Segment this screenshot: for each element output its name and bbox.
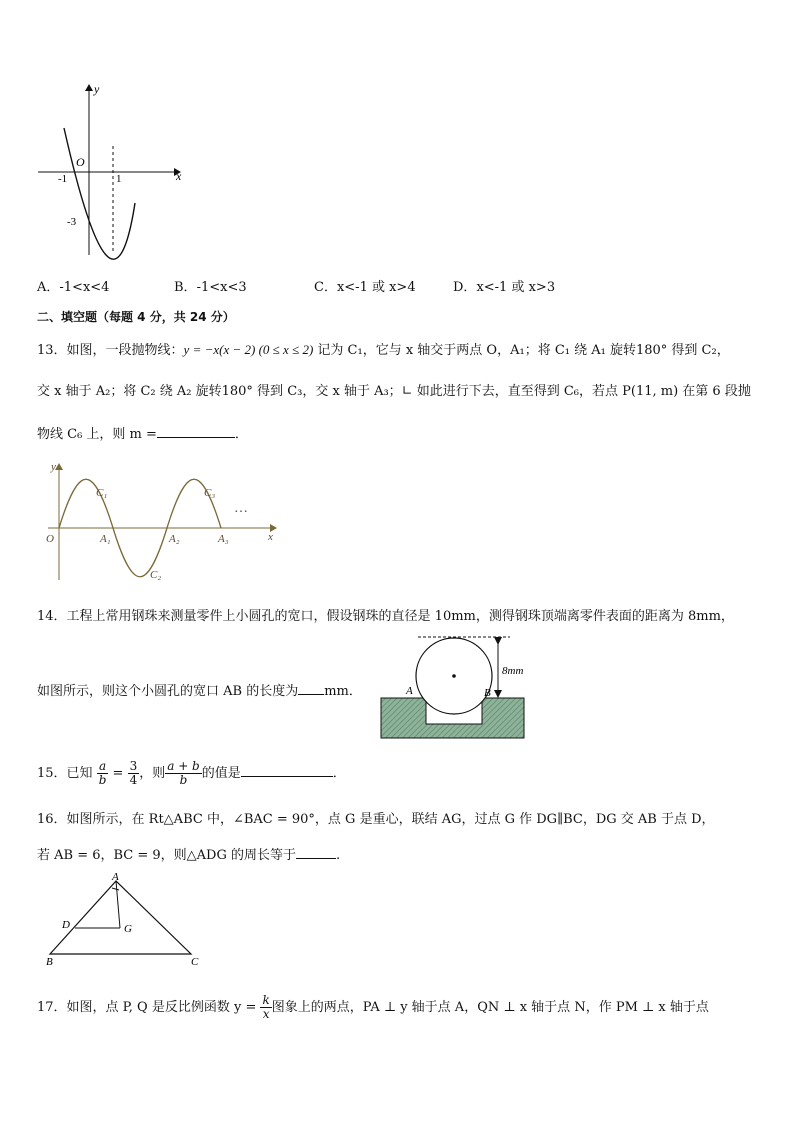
q12-option-c: C．x<-1 或 x>4: [314, 280, 416, 295]
ball-center-dot: [452, 674, 456, 678]
q12-option-a: A．-1<x<4: [37, 280, 110, 295]
right-angle-mark: [112, 888, 119, 890]
q12-parabola-figure: [30, 80, 200, 260]
q15-frac-3-4: $\frac{3}{4}$: [129, 759, 138, 787]
q16-triangle-figure: [42, 870, 212, 970]
q15-frac-a-b: $\frac{a}{b}$: [98, 759, 107, 787]
q15-frac-sum: $\frac{a + b}{b}$: [167, 759, 200, 787]
fig13-y-label: y: [51, 461, 56, 473]
fig12-tick-1: 1: [116, 173, 122, 185]
fig14-dim-label: 8mm: [502, 665, 524, 677]
q13-curve-figure: [38, 458, 283, 586]
fig16-d-label: D: [62, 919, 70, 931]
fig13-dots: …: [234, 501, 248, 516]
q16-answer-blank[interactable]: [296, 846, 336, 859]
fig13-a1: A₁: [100, 533, 111, 545]
q14-answer-blank[interactable]: [298, 682, 324, 695]
q13-line1: 13．如图，一段抛物线：y = −x(x − 2) (0 ≤ x ≤ 2) 记为 C₁，它与 x 轴交于两点 O，A₁；将 C₁ 绕 A₁ 旋转180° 得到 C₂，: [37, 342, 730, 358]
fig12-origin: O: [76, 155, 85, 169]
fig12-y-label: y: [94, 82, 100, 96]
q16-line1: 16．如图所示，在 Rt△ABC 中，∠BAC = 90°，点 G 是重心，联结 AG，过点 G 作 DG∥BC，DG 交 AB 于点 D，: [37, 812, 715, 827]
q13-answer-blank[interactable]: [157, 425, 235, 438]
fig14-a-label: A: [406, 685, 413, 697]
section2-title: 二、填空题（每题 4 分，共 24 分）: [37, 310, 235, 324]
segment-ag: [116, 881, 120, 928]
fig12-tick-neg3: -3: [67, 216, 77, 228]
parabola-curve: [64, 128, 135, 259]
fig13-a2: A₂: [169, 533, 180, 545]
fig16-a-label: A: [112, 871, 119, 883]
fig13-origin: O: [46, 533, 54, 545]
q13-line3: 物线 C₆ 上，则 m = ．: [37, 427, 248, 442]
fig14-b-label: B: [484, 687, 491, 699]
q17-line: 17．如图，点 P, Q 是反比例函数 y = $\frac{k}{x}$ 图象上的两点，PA ⊥ y 轴于点 A，QN ⊥ x 轴于点 N，作 PM ⊥ x 轴于点: [37, 993, 709, 1021]
q13-formula: y = −x(x − 2) (0 ≤ x ≤ 2): [183, 342, 314, 357]
q14-line1: 14．工程上常用钢珠来测量零件上小圆孔的宽口，假设钢珠的直径是 10mm，测得钢珠顶端离零件表面的距离为 8mm，: [37, 609, 734, 624]
fig13-x-label: x: [268, 531, 273, 543]
fig12-x-label: x: [176, 169, 182, 183]
q16-line2: 若 AB = 6，BC = 9，则△ADG 的周长等于 .: [37, 848, 341, 863]
fig16-c-label: C: [191, 956, 199, 968]
q12-option-d: D．x<-1 或 x>3: [453, 280, 556, 295]
q14-line2: 如图所示，则这个小圆孔的宽口 AB 的长度为 mm．: [37, 684, 362, 699]
q15-answer-blank[interactable]: [241, 764, 333, 777]
q13-line2: 交 x 轴于 A₂；将 C₂ 绕 A₂ 旋转180° 得到 C₃，交 x 轴于 A₃；∟ 如此进行下去，直至得到 C₆，若点 P(11, m) 在第 6 段抛: [37, 384, 751, 399]
fig16-g-label: G: [124, 923, 132, 935]
fig13-c3: C₃: [204, 487, 216, 499]
triangle-abc: [50, 881, 191, 954]
fig13-c2: C₂: [150, 569, 162, 581]
fig13-c1: C₁: [96, 487, 108, 499]
fig16-b-label: B: [46, 956, 53, 968]
q12-option-b: B．-1<x<3: [174, 280, 247, 295]
q15-line: 15．已知 $\frac{a}{b}$ = $\frac{3}{4}$ ，则 $\frac{a + b}{b}$ 的值是 ．: [37, 759, 346, 787]
fig13-a3: A₃: [218, 533, 229, 545]
fig12-tick-neg1: -1: [58, 173, 68, 185]
q17-frac-k-x: $\frac{k}{x}$: [262, 993, 270, 1021]
q14-ball-figure: [376, 628, 536, 744]
